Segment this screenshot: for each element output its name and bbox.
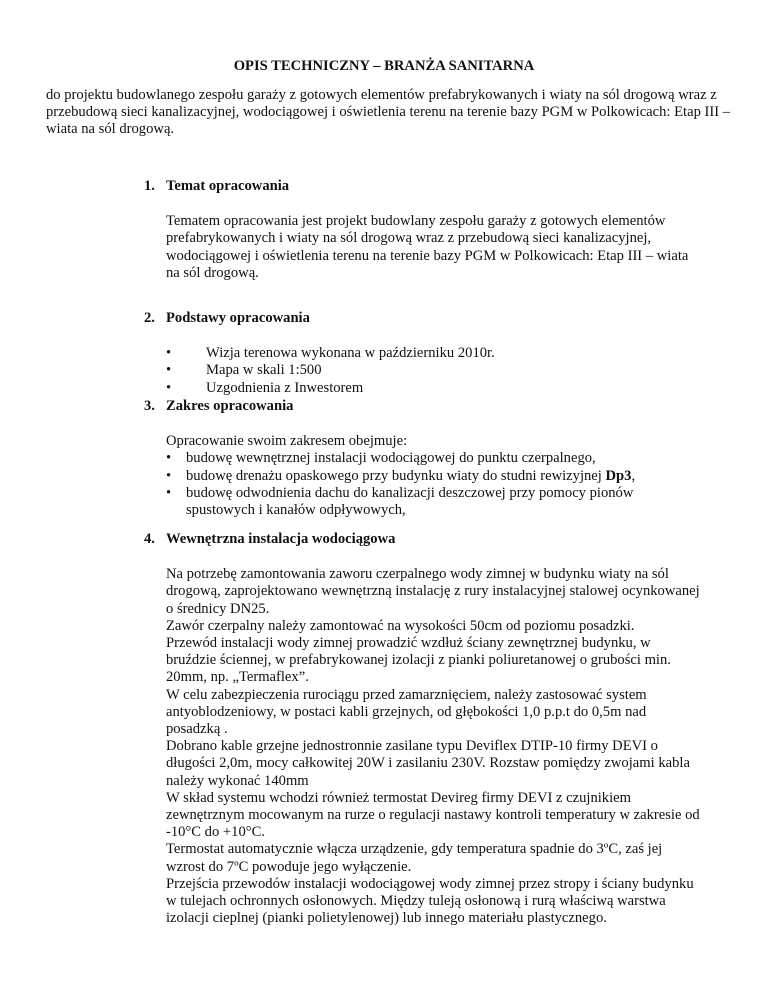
paragraph: Przejścia przewodów instalacji wodociągowej wody zimnej przez stropy i ściany budynku w tulejach ochronnych osłonowych. Między tuleją osłonową i rurą właściwą warstwa izolacji cieplnej (pianki polietylenowej) lub innego materiału plastycznego. [166,875,694,927]
paragraph: Termostat automatycznie włącza urządzenie, gdy temperatura spadnie do 3ºC, zaś jej wzrost do 7ºC powoduje jego wyłączenie. [166,841,663,875]
section-body [166,566,704,927]
list-item [166,380,704,397]
paragraph: Dobrano kable grzejne jednostronnie zasilane typu Deviflex DTIP-10 firmy DEVI o długości 2,0m, mocy całkowitej 20W i zasilaniu 230V. Rozstaw pomiędzy zwojami kabla należy wykonać 140mm [166,738,690,789]
paragraph: Na potrzebę zamontowania zaworu czerpalnego wody zimnej w budynku wiaty na sól drogową, zaprojektowano wewnętrzną instalację z rury instalacyjnej stalowej ocynkowanej o średnicy DN25. [166,566,700,617]
document-title: OPIS TECHNICZNY – BRANŻA SANITARNA [233,58,535,74]
list-item [166,485,704,519]
section-title: Temat opracowania [166,178,290,194]
section-heading [144,310,704,327]
section-text: Tematem opracowania jest projekt budowlany zespołu garaży z gotowych elementów prefabrykowanych i wiaty na sól drogową wraz z przebudową sieci kanalizacyjnej, wodociągowej i oświetlenia terenu na terenie bazy PGM w Polkowicach: Etap III – wiata na sól drogową. [166,213,689,281]
list-item-text: budowę drenażu opaskowego przy budynku wiaty do studni rewizyjnej [186,467,606,484]
section-number: 2. [144,310,155,326]
section-podstawy [144,310,704,397]
section-zakres [144,398,704,519]
scope-lead: Opracowanie swoim zakresem obejmuje: [166,433,408,450]
scope-list [166,450,704,519]
well-label: Dp3 [605,467,632,484]
paragraph: W celu zabezpieczenia rurociągu przed zamarznięciem, należy zastosować system antyoblodzeniowy, w postaci kabli grzejnych, od głębokości 1,0 p.p.t do 0,5m nad posadzką . [166,686,647,738]
section-number: 4. [144,531,155,547]
list-item [166,450,704,467]
bullet-icon: • [166,362,172,379]
list-item-text: Wizja terenowa wykonana w październiku 2010r. [206,345,495,362]
section-title: Wewnętrzna instalacja wodociągowa [166,531,396,547]
section-heading [144,398,704,415]
list-item [166,468,704,485]
section-heading [144,531,704,548]
bullet-icon: • [166,379,172,396]
bullet-icon: • [166,467,172,484]
paragraph: Przewód instalacji wody zimnej prowadzić wzdłuż ściany zewnętrznej budynku, w bruździe ściennej, w prefabrykowanej izolacji z pianki poliuretanowej o grubości min. 20mm, np. „Termaflex”. [166,635,671,686]
bullet-icon: • [166,484,172,501]
section-heading [144,178,704,195]
bullet-icon: • [166,450,172,467]
section-title: Zakres opracowania [166,398,294,414]
list-item [166,345,704,362]
list-item-text: budowę wewnętrznej instalacji wodociągowej do punktu czerpalnego, [186,450,596,467]
paragraph: W skład systemu wchodzi również termostat Devireg firmy DEVI z czujnikiem zewnętrznym mocowanym na rurze o regulacji nastawy kontroli temperatury w zakresie od -10°C do +10°C. [166,789,700,841]
basis-list [166,345,704,397]
intro-paragraph: do projektu budowlanego zespołu garaży z gotowych elementów prefabrykowanych i wiaty na sól drogową wraz z przebudową sieci kanalizacyjnej, wodociągowej i oświetlenia terenu na terenie bazy PGM w Polkowicach: Etap III – wiata na sól drogową. [46,87,731,138]
section-instalacja [144,531,704,927]
section-title: Podstawy opracowania [166,310,310,326]
section-number: 1. [144,178,155,194]
list-item-text: Mapa w skali 1:500 [206,362,322,379]
list-item [166,362,704,379]
list-item-punct: , [631,467,636,484]
section-number: 3. [144,398,155,414]
list-item-text: budowę odwodnienia dachu do kanalizacji deszczowej przy pomocy pionów spustowych i kanałów odpływowych, [186,484,634,519]
section-temat [144,178,704,282]
list-item-text: Uzgodnienia z Inwestorem [206,379,364,396]
paragraph: Zawór czerpalny należy zamontować na wysokości 50cm od poziomu posadzki. [166,617,635,634]
bullet-icon: • [166,345,172,362]
